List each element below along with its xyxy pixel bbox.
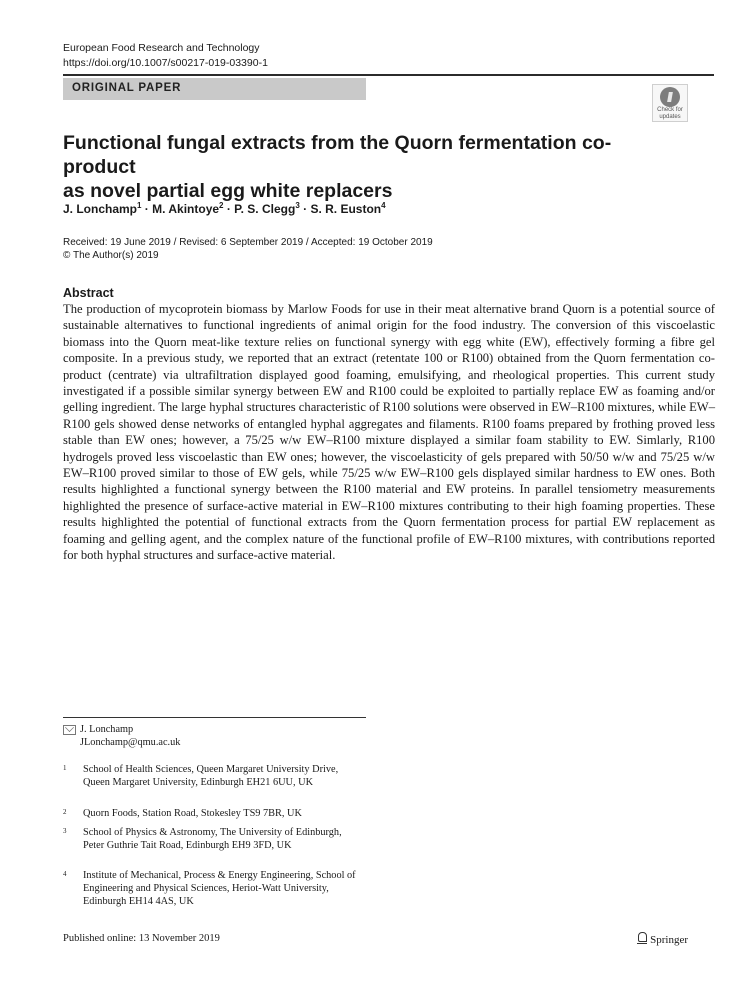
- abstract-text: The production of mycoprotein biomass by Marlow Foods for use in their meat alternative brand Quorn is a potential source of sustainable alternatives to functional ingredients of animal origin for the food industry. The conversion of this viscoelastic biomass into the Quorn meat-like texture relies on functional synergy with egg white (EW), effectively forming a fibre gel composite. In a previous study, we reported that an extract (retentate 100 or R100) obtained from the Quorn fermentation co-product (centrate) via ultrafiltration displayed good foaming, emulsifying, and rheological properties. This current study investigated if a possible similar synergy between EW and R100 could be exploited to partially replace EW as foaming and/or gelling ingredient. The large hyphal structures characteristic of R100 solutions were observed in EW–R100 mixtures, while EW–R100 gels showed dense networks of entangled hyphal aggregates and filaments. R100 foams prepared by frothing proved less stable than EW ones; however, a 75/25 w/w EW–R100 mixture displayed a similar foam stability to EW. Simlarly, R100 hydrogels proved less viscoelastic than EW ones; however, the viscoelasticity of gels prepared with 50/50 w/w and 75/25 w/w EW–R100 proved similar to those of EW gels, while 75/25 w/w EW–R100 gels displayed similar hardness to EW ones. Both results highlighted a functional synergy between the R100 material and EW proteins. In parallel tensiometry measurements highlighted the presence of surface-active material in EW–R100 mixtures contributing to their high foaming properties. These results highlighted the potential of functional extracts from the Quorn fermentation process for partial EW replacement as foaming and gelling agent, and the complex nature of the functional profile of EW–R100 mixtures, with contributions reported for both hyphal structures and surface-active material.: [63, 302, 715, 563]
- author-affiliation-ref: 3: [295, 201, 300, 210]
- author-separator: ·: [141, 202, 153, 216]
- journal-header: [63, 41, 268, 71]
- affiliation-1: [63, 763, 363, 789]
- affiliation-3: [63, 826, 363, 852]
- copyright: © The Author(s) 2019: [63, 250, 159, 261]
- affiliation-text: School of Health Sciences, Queen Margaret University Drive, Queen Margaret University, Edinburgh EH21 6UU, UK: [83, 764, 339, 788]
- affiliation-2: [63, 807, 363, 820]
- article-title: [63, 131, 663, 203]
- author[interactable]: S. R. Euston: [310, 202, 382, 216]
- author-separator: ·: [223, 202, 235, 216]
- author-separator: ·: [299, 202, 311, 216]
- affiliation-text: Institute of Mechanical, Process & Energy Engineering, School of Engineering and Physical Sciences, Heriot-Watt University, Edinburgh EH14 4AS, UK: [83, 870, 356, 907]
- author-list: [63, 201, 386, 216]
- header-rule: [63, 74, 714, 76]
- affiliation-4: [63, 869, 363, 908]
- author[interactable]: P. S. Clegg: [234, 202, 296, 216]
- author-affiliation-ref: 2: [219, 201, 224, 210]
- corresponding-author-email[interactable]: JLonchamp@qmu.ac.uk: [80, 737, 181, 748]
- journal-name: European Food Research and Technology: [63, 42, 260, 54]
- article-type-banner: [63, 78, 366, 100]
- springer-horse-icon: [637, 932, 647, 944]
- affiliation-number: 3: [63, 827, 67, 835]
- affiliation-text: Quorn Foods, Station Road, Stokesley TS9 7BR, UK: [83, 808, 302, 819]
- check-for-updates-line2: updates: [659, 113, 681, 120]
- footnote-rule: [63, 717, 366, 718]
- crossmark-icon: [660, 87, 680, 107]
- affiliation-number: 2: [63, 808, 67, 816]
- publisher-name: Springer: [650, 934, 688, 946]
- author-affiliation-ref: 1: [137, 201, 142, 210]
- author[interactable]: M. Akintoye: [152, 202, 220, 216]
- abstract-heading: Abstract: [63, 286, 114, 300]
- title-line-2: as novel partial egg white replacers: [63, 180, 393, 202]
- article-type-label: ORIGINAL PAPER: [72, 82, 182, 94]
- author[interactable]: J. Lonchamp: [63, 202, 138, 216]
- published-date: Published online: 13 November 2019: [63, 933, 220, 944]
- affiliation-number: 1: [63, 764, 67, 772]
- history-dates: Received: 19 June 2019 / Revised: 6 September 2019 / Accepted: 19 October 2019: [63, 237, 433, 248]
- check-for-updates-line1: Check for: [657, 107, 683, 113]
- author-affiliation-ref: 4: [381, 201, 386, 210]
- corresponding-author: [63, 723, 180, 749]
- affiliation-number: 4: [63, 870, 67, 878]
- affiliation-text: School of Physics & Astronomy, The University of Edinburgh, Peter Guthrie Tait Road, Edinburgh EH9 3FD, UK: [83, 827, 342, 851]
- publisher-logo: [637, 931, 688, 946]
- check-for-updates-badge[interactable]: [652, 84, 688, 122]
- corresponding-author-name: J. Lonchamp: [80, 724, 134, 735]
- article-history: [63, 236, 433, 262]
- doi-link[interactable]: https://doi.org/10.1007/s00217-019-03390-1: [63, 57, 268, 69]
- envelope-icon: [63, 725, 76, 735]
- title-line-1: Functional fungal extracts from the Quorn fermentation co-product: [63, 132, 612, 178]
